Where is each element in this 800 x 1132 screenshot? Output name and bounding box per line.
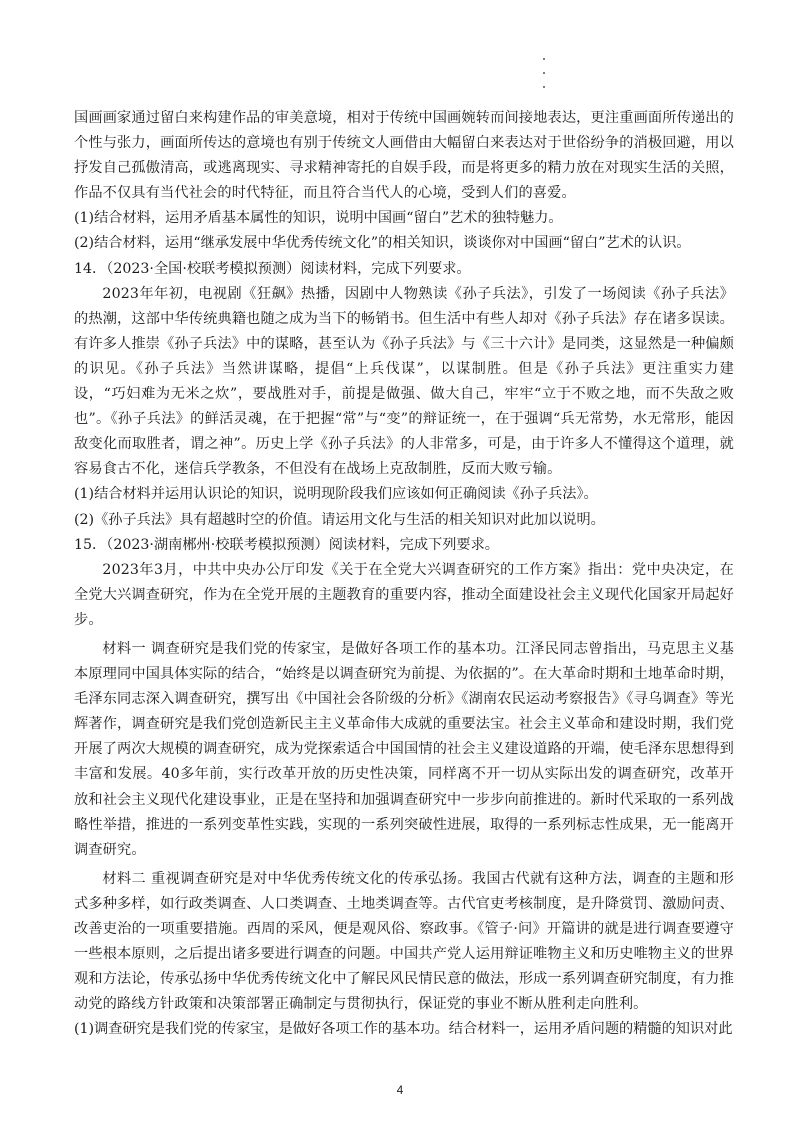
question-15-header: 15．（2023·湖南郴州·校联考模拟预测）阅读材料，完成下列要求。 — [74, 536, 499, 553]
margin-dot — [543, 58, 545, 60]
margin-dot — [543, 86, 545, 88]
question-14-part-2: (2)《孙子兵法》具有超越时空的价值。请运用文化与生活的相关知识对此加以说明。 — [74, 511, 605, 528]
question-13-part-2: (2)结合材料，运用“继承发展中华优秀传统文化”的相关知识，谈谈你对中国画“留白”艺术的认识。 — [74, 235, 691, 252]
question-13-part-1: (1)结合材料，运用矛盾基本属性的知识，说明中国画“留白”艺术的独特魅力。 — [74, 210, 563, 227]
material-two: 材料二 重视调查研究是对中华优秀传统文化的传承弘扬。我国古代就有这种方法，调查的主题和形式多种多样，如行政类调查、人口类调查、土地类调查等。古代官吏考核制度，是升降赏罚、激励问责、改善吏治的一项重要措施。西周的采风，便是观风俗、察政事。《管子·问》开篇讲的就是进行调查要遵守一些根本原则，之后提出诸多要进行调查的问题。中国共产党人运用辩证唯物主义和历史唯物主义的世界观和方法论，传承弘扬中华优秀传统文化中了解民风民情民意的做法，形成一系列调查研究制度，有力推动党的路线方针政策和决策部署正确制定与贯彻执行，保证党的事业不断从胜利走向胜利。 — [74, 870, 734, 1013]
page-content — [74, 106, 734, 1042]
question-14-part-1: (1)结合材料并运用认识论的知识，说明现阶段我们应该如何正确阅读《孙子兵法》。 — [74, 486, 598, 503]
question-15-part-1: (1)调查研究是我们党的传家宝，是做好各项工作的基本功。结合材料一，运用矛盾问题的精髓的知识对此 — [74, 1021, 733, 1038]
material-one: 材料一 调查研究是我们党的传家宝，是做好各项工作的基本功。江泽民同志曾指出，马克思主义基本原理同中国具体实际的结合，“始终是以调查研究为前提、为依据的”。在大革命时期和土地革命时期，毛泽东同志深入调查研究，撰写出《中国社会各阶级的分析》《湖南农民运动考察报告》《寻乌调查》等光辉著作，调查研究是我们党创造新民主主义革命伟大成就的重要法宝。社会主义革命和建设时期，我们党开展了两次大规模的调查研究，成为党探索适合中国国情的社会主义建设道路的开端，使毛泽东思想得到丰富和发展。40多年前，实行改革开放的历史性决策，同样离不开一切从实际出发的调查研究，改革开放和社会主义现代化建设事业，正是在坚持和加强调查研究中一步步向前推进的。新时代采取的一系列战略性举措，推进的一系列变革性实践，实现的一系列突破性进展，取得的一系列标志性成果，无一能离开调查研究。 — [74, 640, 734, 858]
question-14-material: 2023年年初，电视剧《狂飙》热播，因剧中人物熟读《孙子兵法》，引发了一场阅读《孙子兵法》的热潮，这部中华传统典籍也随之成为当下的畅销书。但生活中有些人却对《孙子兵法》存在诸多误读。有许多人推崇《孙子兵法》中的谋略，甚至认为《孙子兵法》与《三十六计》是同类，这显然是一种偏颇的识见。《孙子兵法》当然讲谋略，提倡“上兵伐谋”，以谋制胜。但是《孙子兵法》更注重实力建设，“巧妇难为无米之炊”，要战胜对手，前提是做强、做大自己，牢牢“立于不败之地，而不失敌之败也”。《孙子兵法》的鲜活灵魂，在于把握“常”与“变”的辩证统一，在于强调“兵无常势，水无常形，能因敌变化而取胜者，谓之神”。历史上学《孙子兵法》的人非常多，可是，由于许多人不懂得这个道理，就容易食古不化，迷信兵学教条，不但没有在战场上克敌制胜，反而大败亏输。 — [74, 285, 734, 478]
question-14-header: 14．（2023·全国·校联考模拟预测）阅读材料，完成下列要求。 — [74, 260, 471, 277]
margin-dot — [543, 72, 545, 74]
question-15-intro: 2023年3月，中共中央办公厅印发《关于在全党大兴调查研究的工作方案》指出：党中央决定，在全党大兴调查研究，作为在全党开展的主题教育的重要内容，推动全面建设社会主义现代化国家开局起好步。 — [74, 561, 734, 628]
page-number: 4 — [396, 1083, 404, 1097]
intro-paragraph: 国画画家通过留白来构建作品的审美意境，相对于传统中国画婉转而间接地表达，更注重画面所传递出的个性与张力，画面所传达的意境也有别于传统文人画借由大幅留白来表达对于世俗纷争的消极回避，用以抒发自己孤傲清高，或逃离现实、寻求精神寄托的自娱手段，而是将更多的精力放在对现实生活的关照，作品不仅具有当代社会的时代特征，而且符合当代人的心境，受到人们的喜爱。 — [74, 110, 734, 202]
